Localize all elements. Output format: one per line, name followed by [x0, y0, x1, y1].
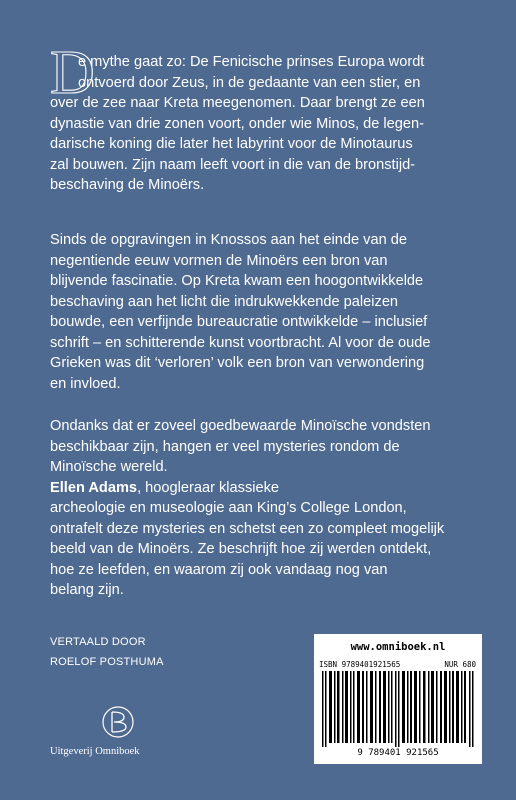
text-line: darische koning die later het labyrint voor de Minotaurus — [50, 136, 413, 152]
text-line: negentiende eeuw vormen de Minoërs een bron van — [50, 252, 388, 269]
svg-text:D: D — [50, 39, 95, 107]
text-line: Sinds de opgravingen in Knossos aan het einde van de — [50, 232, 407, 248]
blurb-paragraph-3 — [50, 416, 470, 601]
text-line: ontrafelt deze mysteries en schetst een zo compleet mogelijk — [50, 520, 445, 537]
author-role: , hoogleraar klassieke — [137, 479, 280, 496]
text-line — [50, 478, 470, 499]
text-line: en invloed. — [50, 375, 121, 392]
text-line: hoe ze leefden, en waarom zij ook vandaag nog van — [50, 561, 388, 578]
text-line: archeologie en museologie aan King’s College London, — [50, 500, 407, 516]
text-line: belang zijn. — [50, 582, 124, 598]
text-line: blijvende fascinatie. Op Kreta kwam een hoogontwikkelde — [50, 273, 424, 289]
text-line: e mythe gaat zo: De Fenicische prinses Europa wordt — [78, 54, 425, 70]
text-line: over de zee naar Kreta meegenomen. Daar brengt ze een — [50, 95, 425, 111]
barcode-bars — [320, 671, 476, 747]
text-line: Ondanks dat er zoveel goedbewaarde Minoïsche vondsten — [50, 418, 431, 434]
translator-credit-label: VERTAALD DOOR — [50, 636, 146, 648]
isbn-text: ISBN 9789401921565 — [319, 660, 401, 669]
text-line: dynastie van drie zonen voort, onder wie Minos, de legen- — [50, 115, 424, 132]
text-line: beschikbaar zijn, hangen er veel mysteries rondom de — [50, 438, 400, 455]
text-line: schrift – en schitterende kunst voortbracht. Al voor de oude — [50, 334, 431, 351]
nur-code: NUR 680 — [444, 660, 476, 669]
text-line: Grieken was dit ‘verloren’ volk een bron van verwondering — [50, 355, 425, 371]
publisher-name: Uitgeverij Omniboek — [50, 746, 140, 757]
translator-credit-name: ROELOF POSTHUMA — [50, 656, 164, 668]
text-line: Minoïsche wereld. — [50, 459, 168, 475]
barcode-label — [314, 634, 482, 764]
text-line: bouwde, een verfijnde bureaucratie ontwikkelde – inclusief — [50, 314, 428, 330]
ean-number: 9 789401 921565 — [357, 748, 439, 758]
text-line: beeld van de Minoërs. Ze beschrijft hoe zij werden ontdekt, — [50, 541, 432, 557]
blurb-paragraph-1 — [50, 52, 470, 196]
author-name: Ellen Adams — [50, 479, 138, 496]
text-line: ontvoerd door Zeus, in de gedaante van een stier, en — [78, 74, 421, 91]
text-line: beschaving aan het licht die indrukwekkende paleizen — [50, 293, 399, 310]
blurb-paragraph-2 — [50, 230, 470, 394]
text-line: zal bouwen. Zijn naam leeft voort in die van de bronstijd- — [50, 156, 416, 173]
publisher-url: www.omniboek.nl — [350, 641, 446, 653]
text-line: beschaving de Minoërs. — [50, 177, 205, 193]
